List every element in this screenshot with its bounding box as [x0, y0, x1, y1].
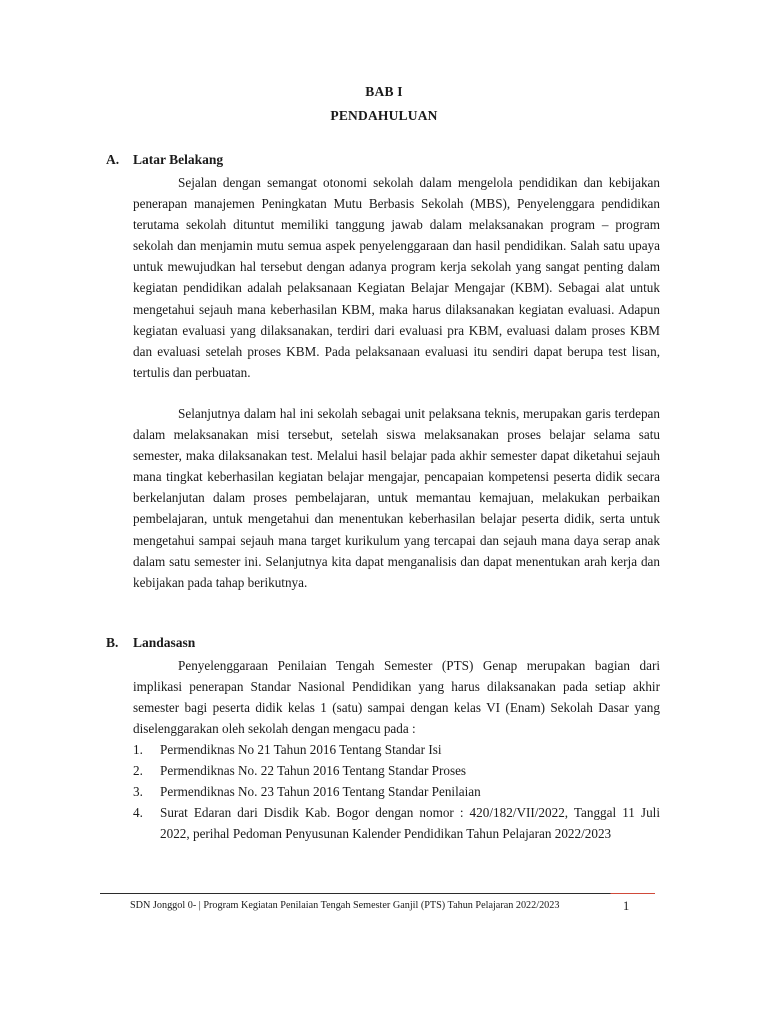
- list-item-text: Permendiknas No 21 Tahun 2016 Tentang Standar Isi: [160, 742, 442, 757]
- section-b-title: Landasasn: [133, 635, 196, 650]
- section-a-title: Latar Belakang: [133, 152, 224, 167]
- list-item: [133, 781, 660, 802]
- section-b-letter: B.: [106, 635, 119, 650]
- list-item-number: 2.: [133, 763, 143, 779]
- section-a-letter: A.: [106, 152, 120, 167]
- section-a-paragraph-1: Sejalan dengan semangat otonomi sekolah dalam mengelola pendidikan dan kebijakan penerapan manajemen Peningkatan Mutu Berbasis Sekolah (MBS), Penyelenggara pendidikan terutama sekolah dituntut memiliki tanggung jawab dalam melaksanakan program – program sekolah dan menjamin mutu semua aspek penyelenggaraan dan hasil pendidikan. Salah satu upaya untuk mewujudkan hal tersebut dengan adanya program kerja sekolah yang sangat penting dalam kegiatan pendidikan adalah pelaksanaan Kegiatan Belajar Mengajar (KBM). Sebagai alat untuk mengetahui sejauh mana keberhasilan KBM, maka harus dilaksanakan kegiatan evaluasi. Adapun kegiatan evaluasi yang dilaksanakan, terdiri dari evaluasi pra KBM, evaluasi dalam proses KBM dan evaluasi setelah proses KBM. Pada pelaksanaan evaluasi itu sendiri dapat berupa test lisan, tertulis dan perbuatan.: [133, 175, 660, 380]
- footer-text: SDN Jonggol 0- | Program Kegiatan Penilaian Tengah Semester Ganjil (PTS) Tahun Pelajaran 2022/2023: [130, 900, 560, 911]
- list-item-number: 1.: [133, 742, 143, 757]
- section-b-paragraph: Penyelenggaraan Penilaian Tengah Semester (PTS) Genap merupakan bagian dari implikasi penerapan Standar Nasional Pendidikan yang harus dilaksanakan pada setiap akhir semester bagi peserta didik kelas 1 (satu) sampai dengan kelas VI (Enam) Sekolah Dasar yang diselenggarakan oleh sekolah dengan mengacu pada :: [133, 658, 660, 737]
- chapter-number: BAB I: [365, 84, 403, 99]
- page-number: 1: [623, 899, 630, 913]
- footer-divider: [100, 893, 655, 894]
- reference-list: [133, 739, 660, 844]
- list-item-number: 3.: [133, 784, 143, 800]
- list-item-text: Permendiknas No. 23 Tahun 2016 Tentang Standar Penilaian: [160, 784, 481, 800]
- section-a-paragraph-2: Selanjutnya dalam hal ini sekolah sebagai unit pelaksana teknis, merupakan garis terdepan dalam melaksanakan misi tersebut, setelah siswa melaksanakan proses belajar selama satu semester, maka dilaksanakan test. Melalui hasil belajar pada akhir semester dapat diketahui sejauh mana tingkat keberhasilan kegiatan belajar mengajar, pencapaian kompetensi peserta didik secara berkelanjutan dalam proses pembelajaran, untuk memantau kemajuan, melakukan perbaikan pembelajaran, untuk mengetahui dan menentukan keberhasilan belajar peserta didik, serta untuk mengetahui sampai sejauh mana target kurikulum yang tercapai dan sejauh mana daya serap anak dalam satu semester ini. Selanjutnya kita dapat menganalisis dan dapat menentukan arah kerja dan kebijakan pada tahap berikutnya.: [133, 406, 660, 590]
- list-item-text: Permendiknas No. 22 Tahun 2016 Tentang Standar Proses: [160, 763, 467, 779]
- list-item-number: 4.: [133, 805, 143, 821]
- list-item: [133, 760, 660, 781]
- chapter-title: PENDAHULUAN: [330, 108, 438, 123]
- list-item-text: Surat Edaran dari Disdik Kab. Bogor dengan nomor : 420/182/VII/2022, Tanggal 11 Juli 2022, perihal Pedoman Penyusunan Kalender Pendidikan Tahun Pelajaran 2022/2023: [160, 805, 660, 842]
- list-item: [133, 739, 660, 760]
- list-item: [133, 802, 660, 844]
